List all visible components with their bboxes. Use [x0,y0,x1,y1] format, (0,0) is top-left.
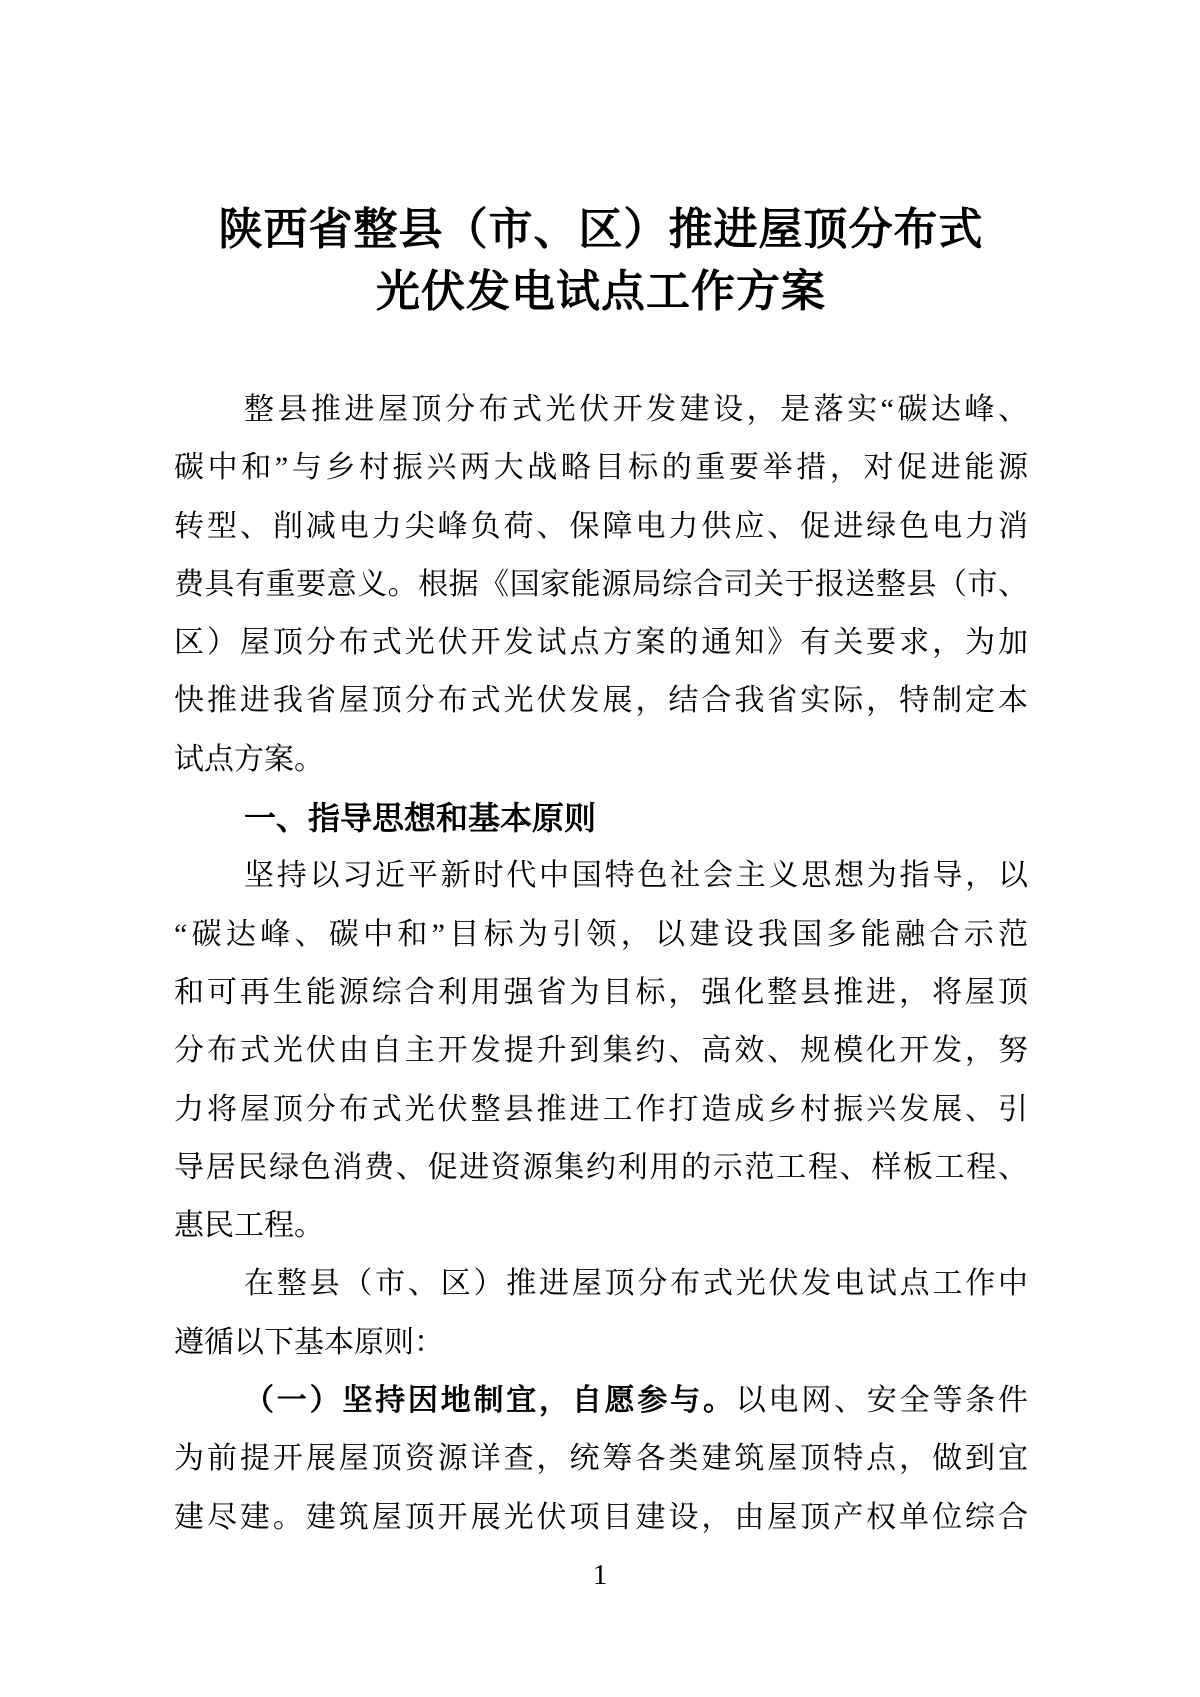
text-run: 导居民绿色消费、促进资源集约利用的示范工程、样板工程、 [174,1150,1028,1184]
text-line [174,1255,1028,1313]
text-line [174,672,1028,730]
text-run: 费具有重要意义。根据《国家能源局综合司关于报送整县（市、 [174,567,1028,601]
page-footer [0,1558,1200,1592]
text-line [174,439,1028,497]
text-run: 和可再生能源综合利用强省为目标，强化整县推进，将屋顶 [174,975,1028,1009]
document-title [174,199,1028,323]
title-line-1: 陕西省整县（市、区）推进屋顶分布式 [218,205,984,254]
page-number: 1 [592,1559,608,1591]
text-run: 区）屋顶分布式光伏开发试点方案的通知》有关要求，为加 [174,626,1028,660]
text-run: 转型、削减电力尖峰负荷、保障电力供应、促进绿色电力消 [174,509,1028,543]
text-line [174,498,1028,556]
text-line [174,1430,1028,1488]
text-line [174,556,1028,614]
document-body [174,381,1028,1547]
text-run: 为前提开展屋顶资源详查，统筹各类建筑屋顶特点，做到宜 [174,1442,1028,1476]
text-run: 惠民工程。 [174,1209,324,1243]
text-run: 快推进我省屋顶分布式光伏发展，结合我省实际，特制定本 [174,684,1028,718]
text-run: 建尽建。建筑屋顶开展光伏项目建设，由屋顶产权单位综合 [174,1500,1028,1534]
text-line [174,1022,1028,1080]
text-run: 分布式光伏由自主开发提升到集约、高效、规模化开发，努 [174,1034,1028,1068]
text-line [174,1372,1028,1430]
text-line [174,381,1028,439]
section-heading [174,789,1028,847]
text-run: “碳达峰、碳中和”目标为引领，以建设我国多能融合示范 [174,917,1028,951]
text-run: 遵循以下基本原则： [174,1325,444,1359]
text-run: 整县推进屋顶分布式光伏开发建设，是落实“碳达峰、 [244,393,1028,426]
text-run: 在整县（市、区）推进屋顶分布式光伏发电试点工作中 [244,1267,1028,1301]
text-run: 坚持以习近平新时代中国特色社会主义思想为指导，以 [244,859,1028,893]
text-line [174,1489,1028,1547]
text-line [174,614,1028,672]
text-run: 试点方案。 [174,742,324,776]
title-line-2: 光伏发电试点工作方案 [376,267,826,316]
text-line [174,964,1028,1022]
text-run: 以电网、安全等条件 [735,1384,1029,1418]
text-run: 力将屋顶分布式光伏整县推进工作打造成乡村振兴发展、引 [174,1092,1028,1126]
text-line [174,1314,1028,1372]
text-line [174,1081,1028,1139]
text-run: 碳中和”与乡村振兴两大战略目标的重要举措，对促进能源 [174,451,1028,485]
text-line [174,731,1028,789]
text-line [174,847,1028,905]
text-line [174,906,1028,964]
bold-text-run: （一）坚持因地制宜，自愿参与。 [244,1384,736,1418]
text-line [174,1197,1028,1255]
text-line [174,1139,1028,1197]
bold-text-run: 一、指导思想和基本原则 [244,800,597,837]
